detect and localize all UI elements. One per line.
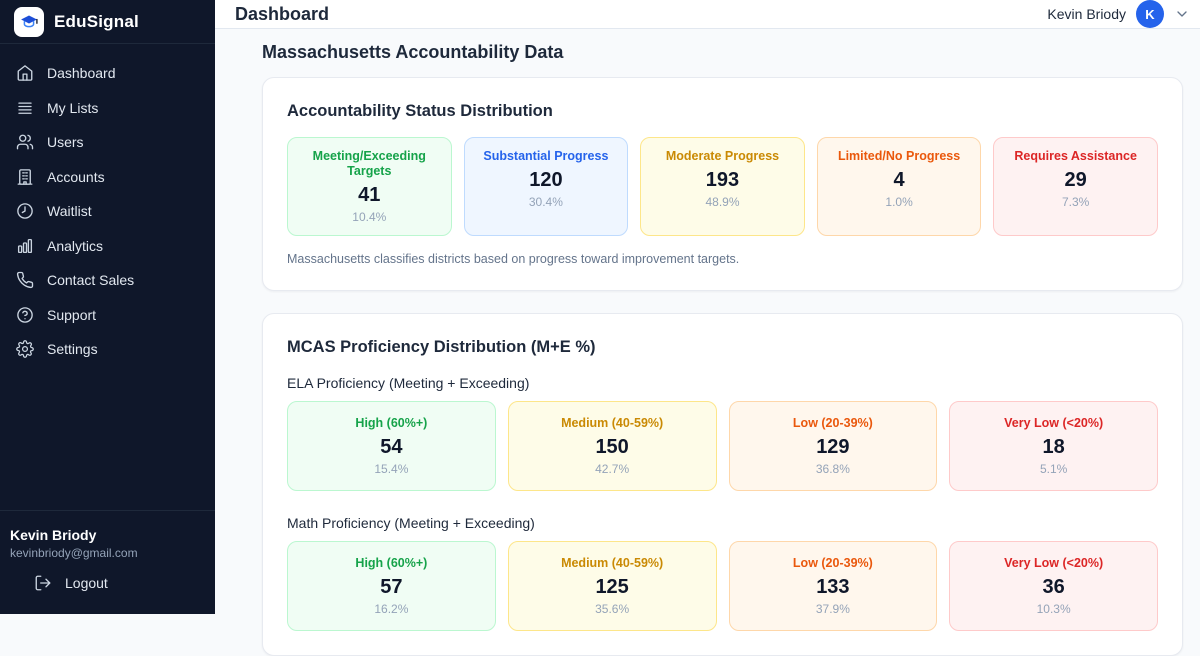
stat-tile-moderate-progress xyxy=(640,137,805,236)
stat-tile-label: Substantial Progress xyxy=(483,149,609,163)
ela-section-label: ELA Proficiency (Meeting + Exceeding) xyxy=(287,375,530,391)
page-title: Massachusetts Accountability Data xyxy=(262,42,564,62)
stat-tile-substantial-progress xyxy=(464,137,629,236)
stat-tile-label: Requires Assistance xyxy=(1014,149,1137,163)
accountability-card-title: Accountability Status Distribution xyxy=(287,102,553,120)
stat-tile-percent: 15.4% xyxy=(374,462,409,476)
accountability-caption: Massachusetts classifies districts based on progress toward improvement targets. xyxy=(287,252,740,266)
stat-tile-percent: 48.9% xyxy=(705,195,740,209)
sidebar-item-support[interactable]: Support xyxy=(0,298,215,333)
ela-stat-row xyxy=(287,401,1158,491)
stat-tile-percent: 30.4% xyxy=(528,195,563,209)
stat-tile-label: Very Low (<20%) xyxy=(1004,416,1104,430)
stat-tile-value: 193 xyxy=(705,169,740,191)
stat-tile-value: 125 xyxy=(595,576,629,598)
stat-tile-label: Meeting/Exceeding Targets xyxy=(312,149,426,178)
stat-tile-low-20-39 xyxy=(729,401,938,491)
stat-tile-value: 133 xyxy=(816,576,850,598)
topbar-title: Dashboard xyxy=(235,3,330,24)
stat-tile-value: 150 xyxy=(595,436,629,458)
stat-tile-value: 18 xyxy=(1042,436,1065,458)
stat-tile-percent: 1.0% xyxy=(885,195,913,209)
gear-icon xyxy=(16,340,34,358)
stat-tile-low-20-39 xyxy=(729,541,938,631)
sidebar xyxy=(0,0,215,614)
stat-tile-label: Limited/No Progress xyxy=(837,149,961,163)
stat-tile-medium-40-59 xyxy=(508,541,717,631)
mcas-card-title: MCAS Proficiency Distribution (M+E %) xyxy=(287,338,596,356)
stat-tile-label: Medium (40-59%) xyxy=(561,556,664,570)
stat-tile-label: Low (20-39%) xyxy=(792,416,873,430)
stat-tile-percent: 35.6% xyxy=(595,602,630,616)
sidebar-item-waitlist[interactable]: Waitlist xyxy=(0,194,215,229)
stat-tile-label: Moderate Progress xyxy=(665,149,780,163)
stat-tile-high-60 xyxy=(287,401,496,491)
stat-tile-percent: 7.3% xyxy=(1061,195,1090,209)
sidebar-item-contact-sales[interactable]: Contact Sales xyxy=(0,263,215,298)
sidebar-item-my-lists[interactable]: My Lists xyxy=(0,91,215,126)
brand-name: EduSignal xyxy=(54,11,139,31)
bar-chart-icon xyxy=(16,237,34,255)
chevron-down-icon[interactable] xyxy=(1174,6,1190,22)
sidebar-item-settings[interactable]: Settings xyxy=(0,332,215,367)
accountability-stat-row xyxy=(287,137,1158,236)
stat-tile-value: 54 xyxy=(380,436,403,458)
stat-tile-percent: 36.8% xyxy=(815,462,850,476)
math-section-label: Math Proficiency (Meeting + Exceeding) xyxy=(287,515,535,531)
phone-icon xyxy=(16,271,34,289)
stat-tile-limited-no-progress xyxy=(817,137,982,236)
home-icon xyxy=(16,64,34,82)
logout-icon xyxy=(34,574,52,592)
stat-tile-value: 129 xyxy=(816,436,850,458)
sidebar-nav xyxy=(0,56,215,367)
math-stat-row xyxy=(287,541,1158,631)
stat-tile-value: 36 xyxy=(1042,576,1065,598)
list-icon xyxy=(16,99,34,117)
logout-label: Logout xyxy=(65,575,108,591)
stat-tile-value: 29 xyxy=(1064,169,1087,191)
stat-tile-label: Very Low (<20%) xyxy=(1004,556,1104,570)
stat-tile-percent: 16.2% xyxy=(374,602,409,616)
user-menu[interactable] xyxy=(1047,0,1190,28)
stat-tile-value: 4 xyxy=(893,169,905,191)
users-icon xyxy=(16,133,34,151)
stat-tile-percent: 42.7% xyxy=(595,462,630,476)
sidebar-user-block xyxy=(0,510,215,614)
stat-tile-label: Low (20-39%) xyxy=(792,556,873,570)
stat-tile-very-low-20 xyxy=(949,541,1158,631)
sidebar-item-users[interactable]: Users xyxy=(0,125,215,160)
stat-tile-meeting-exceeding-targets xyxy=(287,137,452,236)
stat-tile-value: 120 xyxy=(529,169,563,191)
stat-tile-label: High (60%+) xyxy=(355,556,428,570)
user-menu-name: Kevin Briody xyxy=(1047,6,1126,22)
mcas-card xyxy=(262,313,1183,656)
stat-tile-medium-40-59 xyxy=(508,401,717,491)
accountability-card xyxy=(262,77,1183,291)
stat-tile-label: High (60%+) xyxy=(355,416,428,430)
sidebar-user-email: kevinbriody@gmail.com xyxy=(10,546,138,560)
stat-tile-percent: 10.3% xyxy=(1036,602,1071,616)
main-area xyxy=(215,0,1200,614)
stat-tile-percent: 37.9% xyxy=(815,602,850,616)
help-circle-icon xyxy=(16,306,34,324)
stat-tile-label: Medium (40-59%) xyxy=(561,416,664,430)
building-icon xyxy=(16,168,34,186)
topbar xyxy=(215,0,1200,29)
stat-tile-very-low-20 xyxy=(949,401,1158,491)
stat-tile-high-60 xyxy=(287,541,496,631)
stat-tile-percent: 5.1% xyxy=(1039,462,1068,476)
brand xyxy=(0,0,215,44)
page-content xyxy=(215,29,1200,656)
avatar[interactable]: K xyxy=(1136,0,1164,28)
sidebar-item-analytics[interactable]: Analytics xyxy=(0,229,215,264)
edusignal-logo-icon xyxy=(14,7,44,37)
stat-tile-value: 41 xyxy=(358,184,381,206)
sidebar-user-name: Kevin Briody xyxy=(10,527,97,543)
stat-tile-requires-assistance xyxy=(993,137,1158,236)
logout-button[interactable] xyxy=(10,560,205,608)
stat-tile-percent: 10.4% xyxy=(352,210,387,224)
sidebar-item-accounts[interactable]: Accounts xyxy=(0,160,215,195)
clock-icon xyxy=(16,202,34,220)
stat-tile-value: 57 xyxy=(380,576,403,598)
sidebar-item-dashboard[interactable]: Dashboard xyxy=(0,56,215,91)
